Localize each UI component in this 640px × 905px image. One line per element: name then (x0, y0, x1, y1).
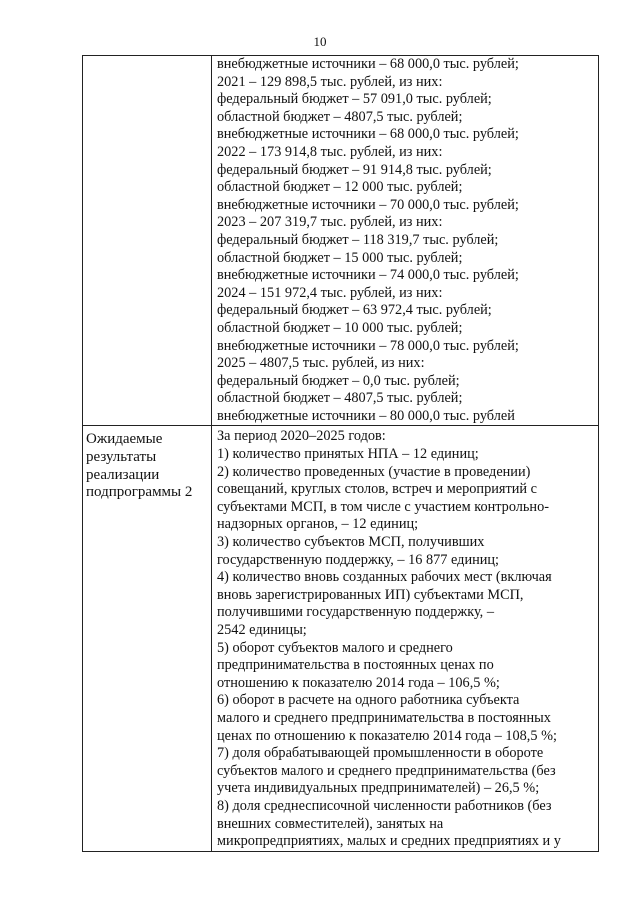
results-line: 5) оборот субъектов малого и среднего (217, 639, 453, 656)
results-line: государственную поддержку, – 16 877 единиц; (217, 551, 500, 568)
results-line: малого и среднего предпринимательства в постоянных (217, 709, 551, 726)
funding-line: областной бюджет – 15 000 тыс. рублей; (217, 249, 463, 266)
results-line: микропредприятиях, малых и средних предприятиях и у (217, 833, 561, 850)
funding-label-cell (83, 56, 212, 426)
funding-lines (212, 56, 598, 425)
results-line: 8) доля среднесписочной численности работников (без (217, 797, 552, 814)
results-line: 4) количество вновь созданных рабочих мест (включая (217, 569, 552, 586)
subprogram-passport-table (82, 55, 599, 852)
funding-row (83, 56, 599, 426)
results-line: 2542 единицы; (217, 622, 307, 638)
funding-line: внебюджетные источники – 68 000,0 тыс. рублей; (217, 126, 519, 143)
expected-results-row (83, 426, 599, 851)
results-line: получившими государственную поддержку, – (217, 604, 494, 621)
results-line: 6) оборот в расчете на одного работника субъекта (217, 692, 520, 709)
funding-line: 2023 – 207 319,7 тыс. рублей, из них: (217, 214, 443, 231)
results-label-line: подпрограммы 2 (86, 484, 193, 501)
funding-line: областной бюджет – 12 000 тыс. рублей; (217, 179, 463, 196)
results-line: вновь зарегистрированных ИП) субъектами МСП, (217, 586, 524, 603)
results-label-line: результаты (86, 449, 157, 466)
results-line: отношению к показателю 2014 года – 106,5 %; (217, 674, 500, 691)
funding-line: 2024 – 151 972,4 тыс. рублей, из них: (217, 284, 443, 301)
funding-line: 2022 – 173 914,8 тыс. рублей, из них: (217, 143, 443, 160)
results-label (83, 426, 211, 501)
funding-line: 2025 – 4807,5 тыс. рублей, из них: (217, 355, 425, 372)
page-number: 10 (313, 34, 327, 49)
results-line: 3) количество субъектов МСП, получивших (217, 534, 485, 551)
funding-line: федеральный бюджет – 0,0 тыс. рублей; (217, 372, 460, 389)
funding-line: 2021 – 129 898,5 тыс. рублей, из них: (217, 73, 443, 90)
funding-line: областной бюджет – 4807,5 тыс. рублей; (217, 390, 463, 407)
results-line: субъектами МСП, в том числе с участием контрольно- (217, 498, 549, 515)
funding-line: внебюджетные источники – 74 000,0 тыс. рублей; (217, 267, 519, 284)
funding-line: внебюджетные источники – 70 000,0 тыс. рублей; (217, 196, 519, 213)
funding-value-cell (212, 56, 599, 426)
results-line: ценах по отношению к показателю 2014 года – 108,5 %; (217, 727, 557, 744)
funding-line: областной бюджет – 10 000 тыс. рублей; (217, 319, 463, 336)
funding-line: федеральный бюджет – 57 091,0 тыс. рублей; (217, 91, 492, 108)
funding-line: федеральный бюджет – 118 319,7 тыс. рублей; (217, 231, 499, 248)
results-label-line: Ожидаемые (86, 431, 163, 448)
results-line: За период 2020–2025 годов: (217, 428, 386, 445)
funding-line: федеральный бюджет – 91 914,8 тыс. рублей; (217, 161, 492, 178)
results-value-cell (212, 426, 599, 851)
results-lines (212, 426, 598, 850)
results-line: 7) доля обрабатывающей промышленности в обороте (217, 745, 544, 762)
funding-label (83, 56, 211, 61)
results-label-line: реализации (86, 466, 160, 483)
funding-line: федеральный бюджет – 63 972,4 тыс. рублей; (217, 302, 492, 319)
results-line: 2) количество проведенных (участие в проведении) (217, 463, 531, 480)
funding-line: областной бюджет – 4807,5 тыс. рублей; (217, 108, 463, 125)
results-line: внешних совместителей), занятых на (217, 815, 444, 832)
funding-line: внебюджетные источники – 68 000,0 тыс. рублей; (217, 56, 519, 72)
results-line: совещаний, круглых столов, встреч и мероприятий с (217, 481, 537, 498)
funding-line: внебюджетные источники – 78 000,0 тыс. рублей; (217, 337, 519, 354)
funding-line: внебюджетные источники – 80 000,0 тыс. рублей (217, 407, 515, 424)
results-line: учета индивидуальных предпринимателей) – 26,5 %; (217, 780, 540, 797)
results-line: предпринимательства в постоянных ценах по (217, 657, 494, 674)
results-label-cell (83, 426, 212, 851)
results-line: надзорных органов, – 12 единиц; (217, 516, 419, 533)
results-line: субъектов малого и среднего предпринимательства (без (217, 762, 556, 779)
results-line: 1) количество принятых НПА – 12 единиц; (217, 446, 479, 463)
